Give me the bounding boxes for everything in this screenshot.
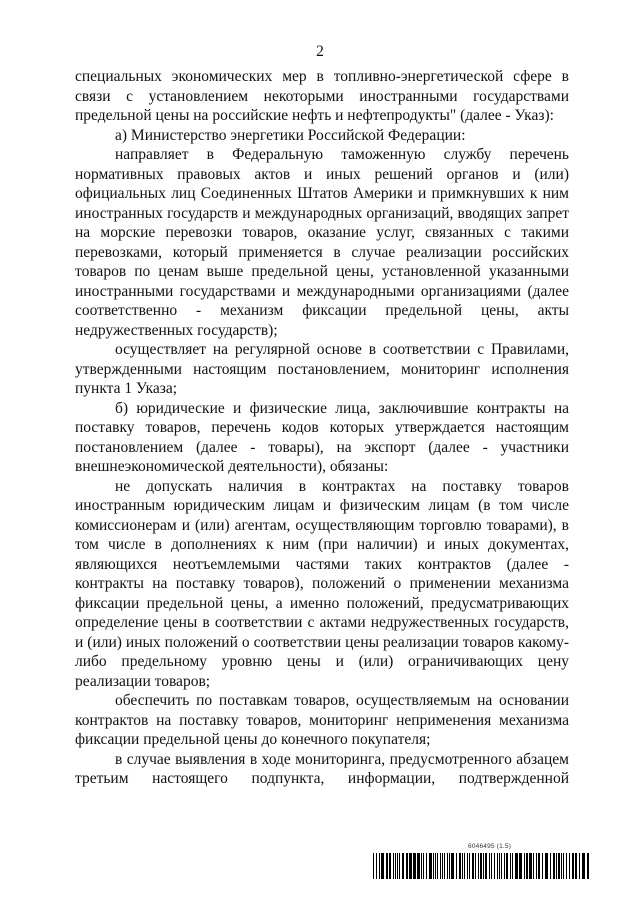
paragraph-sends-list: направляет в Федеральную таможенную службу перечень нормативных правовых актов и иных решений органов и (или) официальных лиц Соединенных Штатов Америки и примкнувших к ним иностранных государств и международных организаций, вводящих запрет на морские перевозки товаров, оказание услуг, связанных с такими перевозками, который применяется в случае реализации российских товаров по ценам выше предельной цены, установленной указанными иностранными государствами и международными организациями (далее соответственно - механизм фиксации предельной цены, акты недружественных государств); <box>75 146 569 339</box>
barcode-bar <box>376 853 377 879</box>
barcode-bar <box>381 853 384 879</box>
barcode-bar <box>409 853 412 879</box>
barcode-bar <box>497 853 498 879</box>
barcode-bar <box>440 853 441 879</box>
barcode-bar <box>423 853 424 879</box>
barcode-bar <box>379 853 380 879</box>
barcode-bar <box>524 853 525 879</box>
paragraph-in-case: в случае выявления в ходе мониторинга, предусмотренного абзацем третьим настоящего подпункта, информации, подтвержденной <box>75 750 569 787</box>
barcode-bar <box>393 853 394 879</box>
barcode-bar <box>485 853 487 879</box>
barcode-bar <box>373 853 374 879</box>
barcode-bar <box>558 853 560 879</box>
barcode-bar <box>538 853 540 879</box>
barcode-bar <box>501 853 502 879</box>
barcode-bar <box>402 853 404 879</box>
barcode-image <box>372 853 590 879</box>
barcode-bar <box>413 853 416 879</box>
barcode-bar <box>519 853 522 879</box>
barcode-bar <box>510 853 511 879</box>
barcode-bar <box>389 853 391 879</box>
barcode-bar <box>561 853 562 879</box>
paragraph-monitoring: осуществляет на регулярной основе в соответствии с Правилами, утвержденными настоящим постановлением, мониторинг исполнения пункта 1 Указа; <box>75 341 569 397</box>
barcode-bar <box>437 853 438 879</box>
barcode-bar <box>417 853 420 879</box>
barcode-bar <box>444 853 445 879</box>
barcode-bar <box>587 853 589 879</box>
barcode-bar <box>489 853 490 879</box>
barcode-bar <box>475 853 476 879</box>
barcode-bar <box>483 853 484 879</box>
barcode-bar <box>512 853 513 879</box>
barcode-bar <box>499 853 500 879</box>
barcode-bar <box>456 853 457 879</box>
paragraph-intro-continuation: специальных экономических мер в топливно-энергетической сфере в связи с установлением некоторыми иностранными государствами предельной цены на российские нефть и нефтепродукты" (далее - Указ): <box>75 68 569 124</box>
barcode-bar <box>449 853 450 879</box>
barcode-bar <box>575 853 577 879</box>
barcode-bar <box>533 853 534 879</box>
barcode-bar <box>556 853 557 879</box>
barcode-bar <box>526 853 528 879</box>
barcode-bar <box>582 853 585 879</box>
body-text <box>75 67 569 789</box>
barcode-bar <box>550 853 551 879</box>
barcode-bar <box>397 853 398 879</box>
barcode-bar <box>399 853 400 879</box>
paragraph-not-allow: не допускать наличия в контрактах на поставку товаров иностранным юридическим лицам и физическим лицам (в том числе комиссионерам и (или) агентам, осуществляющим торговлю товарами), в том числе в дополнениях к ним (при наличии) и иных документах, являющихся неотъемлемыми частями таких контрактов (далее - контракты на поставку товаров), положений о применении механизма фиксации предельной цены, а именно положений, предусматривающих определение цены в соответствии с актами недружественных государств, и (или) иных положений о соответствии цены реализации товаров какому-либо предельному уровню цены и (или) ограничивающих цену реализации товаров; <box>75 477 569 690</box>
barcode-bar <box>462 853 463 879</box>
barcode-bar <box>566 853 567 879</box>
paragraph-subitem-a: а) Министерство энергетики Российской Федерации: <box>115 126 466 144</box>
barcode-bar <box>494 853 495 879</box>
barcode-bar <box>491 853 492 879</box>
barcode-bar <box>459 853 461 879</box>
barcode-bar <box>442 853 443 879</box>
barcode-bar <box>569 853 570 879</box>
barcode-bar <box>469 853 470 879</box>
barcode-bar <box>451 853 454 879</box>
barcode-bar <box>395 853 396 879</box>
paragraph-subitem-b: б) юридические и физические лица, заключившие контракты на поставку товаров, перечень кодов которых утверждается настоящим постановлением (далее - товары), на экспорт (далее - участники внешнеэкономической деятельности), обязаны: <box>75 399 569 475</box>
barcode-bar <box>421 853 422 879</box>
barcode-bar <box>447 853 448 879</box>
barcode-bar <box>536 853 537 879</box>
document-id-label: 6046495 (1.5) <box>468 843 512 850</box>
paragraph-ensure: обеспечить по поставкам товаров, осуществляемым на основании контрактов на поставку товаров, мониторинг неприменения механизма фиксации предельной цены до конечного покупателя; <box>75 692 569 748</box>
barcode-bar <box>545 853 548 879</box>
barcode-bar <box>515 853 518 879</box>
barcode-bar <box>579 853 580 879</box>
barcode-bar <box>435 853 436 879</box>
barcode-bar <box>426 853 427 879</box>
barcode-bar <box>542 853 543 879</box>
barcode-bar <box>504 853 505 879</box>
barcode-bar <box>467 853 468 879</box>
barcode-bar <box>406 853 408 879</box>
barcode-bar <box>478 853 479 879</box>
page-number: 2 <box>316 43 324 60</box>
barcode-bar <box>563 853 564 879</box>
barcode-bar <box>464 853 465 879</box>
barcode-bar <box>429 853 432 879</box>
barcode-bar <box>506 853 508 879</box>
barcode-bar <box>529 853 532 879</box>
barcode-bar <box>472 853 474 879</box>
barcode-bar <box>386 853 388 879</box>
barcode-bar <box>572 853 574 879</box>
barcode-bar <box>433 853 434 879</box>
barcode-bar <box>553 853 555 879</box>
barcode-bar <box>480 853 482 879</box>
